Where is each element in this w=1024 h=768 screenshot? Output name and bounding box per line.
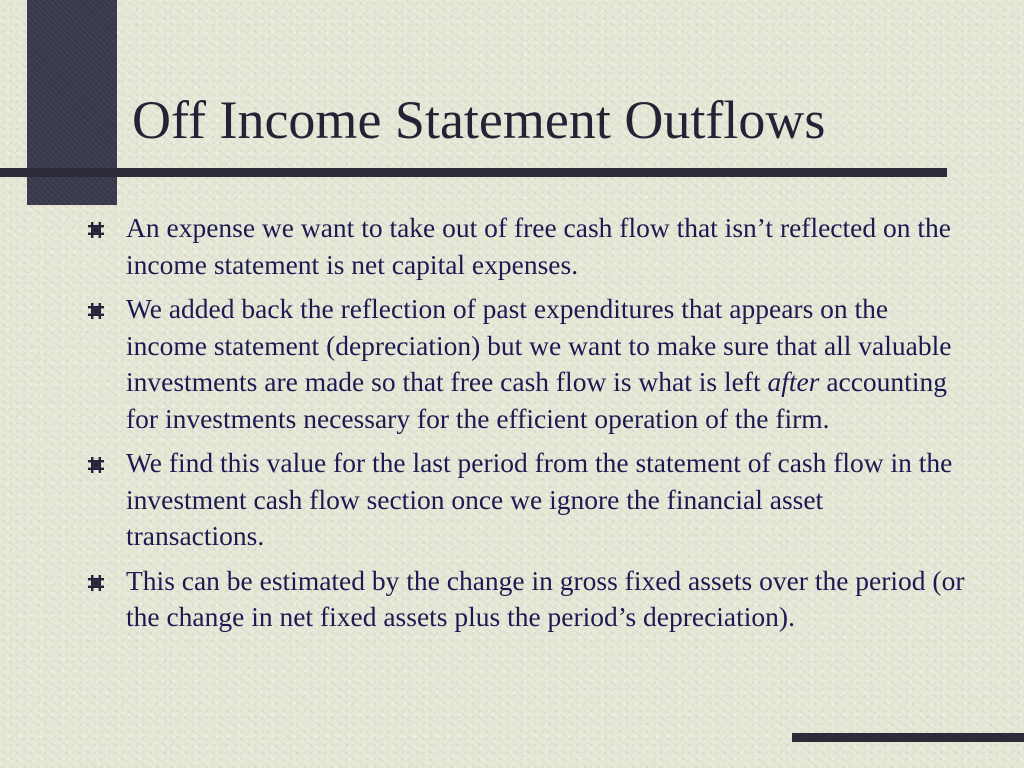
bullet-list bbox=[86, 210, 966, 644]
hash-square-icon bbox=[88, 303, 104, 319]
title-underline-rule bbox=[0, 168, 947, 177]
footer-rule bbox=[792, 733, 1024, 742]
bullet-text: This can be estimated by the change in gross fixed assets over the period (or the change in net fixed assets plus the period’s depreciation). bbox=[126, 564, 965, 632]
bullet-item-4 bbox=[86, 563, 966, 636]
bullet-text: We find this value for the last period from the statement of cash flow in the investment cash flow section once we ignore the financial asset transactions. bbox=[126, 447, 953, 551]
bullet-item-1 bbox=[86, 210, 966, 283]
slide-title: Off Income Statement Outflows bbox=[132, 90, 826, 150]
bullet-text: An expense we want to take out of free cash flow that isn’t reflected on the income statement is net capital expenses. bbox=[126, 212, 951, 280]
bullet-text-before: We added back the reflection of past expenditures that appears on the income statement (depreciation) but we want to make sure that all valuable investments are made so that free cash flow is what is left bbox=[126, 293, 952, 397]
hash-square-icon bbox=[88, 222, 104, 238]
hash-square-icon bbox=[88, 457, 104, 473]
bullet-item-3 bbox=[86, 445, 966, 555]
bullet-text-after: accounting for investments necessary for the efficient operation of the firm. bbox=[126, 366, 947, 434]
bullet-item-2 bbox=[86, 291, 966, 437]
hash-square-icon bbox=[88, 575, 104, 591]
bullet-text-emphasis: after bbox=[767, 366, 820, 397]
